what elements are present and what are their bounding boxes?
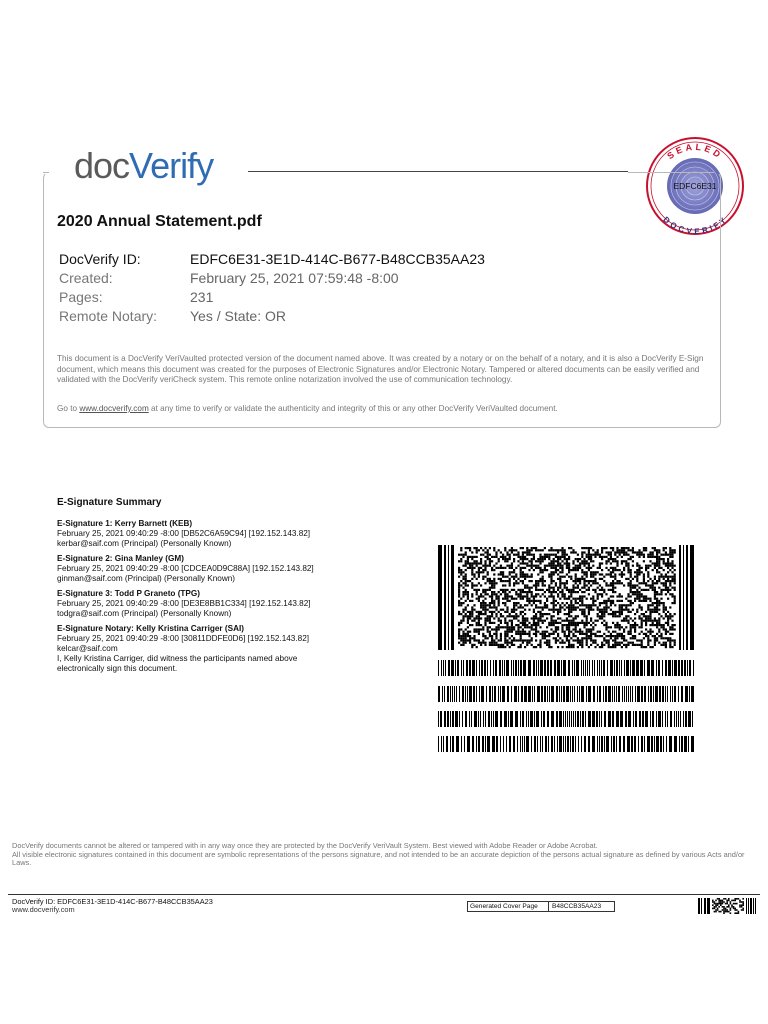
- document-title: 2020 Annual Statement.pdf: [57, 213, 262, 230]
- card-top-edge-right: [628, 172, 714, 173]
- verify-instruction: [57, 404, 707, 413]
- pages-label: Pages:: [59, 289, 103, 305]
- esignature-title: E-Signature 1: Kerry Barnett (KEB): [57, 519, 193, 528]
- esignature-detail: kerbar@saif.com (Principal) (Personally Known): [57, 539, 232, 548]
- footer-rule: [8, 894, 760, 895]
- esignature-entry-notary: [57, 624, 309, 674]
- footer-disclaimer: [12, 842, 757, 868]
- esignature-entry-1: [57, 519, 310, 549]
- esignature-detail: electronically sign this document.: [57, 664, 178, 673]
- pdf417-barcode-icon: [438, 545, 694, 650]
- remote-notary-label: Remote Notary:: [59, 308, 158, 324]
- generated-cover-page-box: [467, 901, 615, 912]
- created-value: February 25, 2021 07:59:48 -8:00: [190, 270, 399, 286]
- docverify-link[interactable]: www.docverify.com: [79, 404, 149, 413]
- logo-part-doc: doc: [74, 145, 130, 186]
- footer-disclaimer-line: DocVerify documents cannot be altered or tampered with in any way once they are protected by the DocVerify VeriVault System. Best viewed with Adobe Reader or Adobe Acrobat.: [12, 841, 598, 850]
- card-top-edge-left: [43, 172, 49, 173]
- esignature-detail: February 25, 2021 09:40:29 -8:00 [DB52C6A59C94] [192.152.143.82]: [57, 529, 311, 538]
- pages-value: 231: [190, 289, 214, 305]
- logo-part-verify: Verify: [129, 145, 214, 186]
- seal-top-text: SEALED: [665, 141, 725, 162]
- footer-url[interactable]: www.docverify.com: [12, 905, 75, 914]
- esignature-summary-heading: E-Signature Summary: [57, 497, 162, 508]
- esignature-detail: February 25, 2021 09:40:29 -8:00 [DE3E8BB1C334] [192.152.143.82]: [57, 599, 311, 608]
- footer-disclaimer-line: All visible electronic signatures contained in this document are symbolic representations of the persons signature, and not intended to be an accurate depiction of the persons actual signature as defined by various Acts and/or Laws.: [12, 849, 745, 868]
- seal-code: EDFC6E31: [673, 181, 717, 191]
- esignature-detail: February 25, 2021 09:40:29 -8:00 [CDCEA0D9C88A] [192.152.143.82]: [57, 564, 314, 573]
- esignature-detail: February 25, 2021 09:40:29 -8:00 [30811DDFE0D6] [192.152.143.82]: [57, 634, 310, 643]
- esignature-detail: ginman@saif.com (Principal) (Personally Known): [57, 574, 236, 583]
- linear-barcode-icon: [438, 686, 694, 702]
- created-label: Created:: [59, 270, 113, 286]
- esignature-detail: kelcar@saif.com: [57, 644, 118, 653]
- esignature-title: E-Signature 2: Gina Manley (GM): [57, 554, 184, 563]
- esignature-detail: I, Kelly Kristina Carriger, did witness the participants named above: [57, 654, 298, 663]
- cover-page-code: B48CCB35AA23: [552, 903, 602, 910]
- esignature-detail: todgra@saif.com (Principal) (Personally Known): [57, 609, 232, 618]
- footer-barcode-icon: [698, 898, 756, 914]
- verivault-description: This document is a DocVerify VeriVaulted protected version of the document named above. It was created by a notary or on the behalf of a notary, and it is also a DocVerify E-Sign document, which means this document was created for the purposes of Electronic Signatures and/or Electronic Notary. Tampered or altered documents can be easily verified and validated with the DocVerify veriCheck system. This remote online notarization involved the use of communication technology.: [57, 354, 704, 384]
- footer-docverify-id: DocVerify ID: EDFC6E31-3E1D-414C-B677-B48CCB35AA23: [12, 897, 213, 906]
- linear-barcode-icon: [438, 660, 694, 676]
- verify-suffix: at any time to verify or validate the authenticity and integrity of this or any other DocVerify VeriVaulted document.: [148, 404, 558, 413]
- seal-bottom-text: DOCVERIFY: [661, 214, 729, 236]
- esignature-title: E-Signature 3: Todd P Graneto (TPG): [57, 589, 200, 598]
- linear-barcode-icon: [438, 736, 694, 752]
- cover-box-divider: [548, 902, 549, 911]
- linear-barcode-icon: [438, 711, 694, 727]
- esignature-entry-2: [57, 554, 314, 584]
- docverify-id-label: DocVerify ID:: [59, 251, 141, 267]
- cover-page-label: Generated Cover Page: [470, 903, 538, 910]
- docverify-id-value: EDFC6E31-3E1D-414C-B677-B48CCB35AA23: [190, 251, 485, 267]
- esignature-entry-3: [57, 589, 311, 619]
- remote-notary-value: Yes / State: OR: [190, 308, 286, 324]
- verify-prefix: Go to: [57, 404, 80, 413]
- esignature-title: E-Signature Notary: Kelly Kristina Carriger (SAI): [57, 624, 244, 633]
